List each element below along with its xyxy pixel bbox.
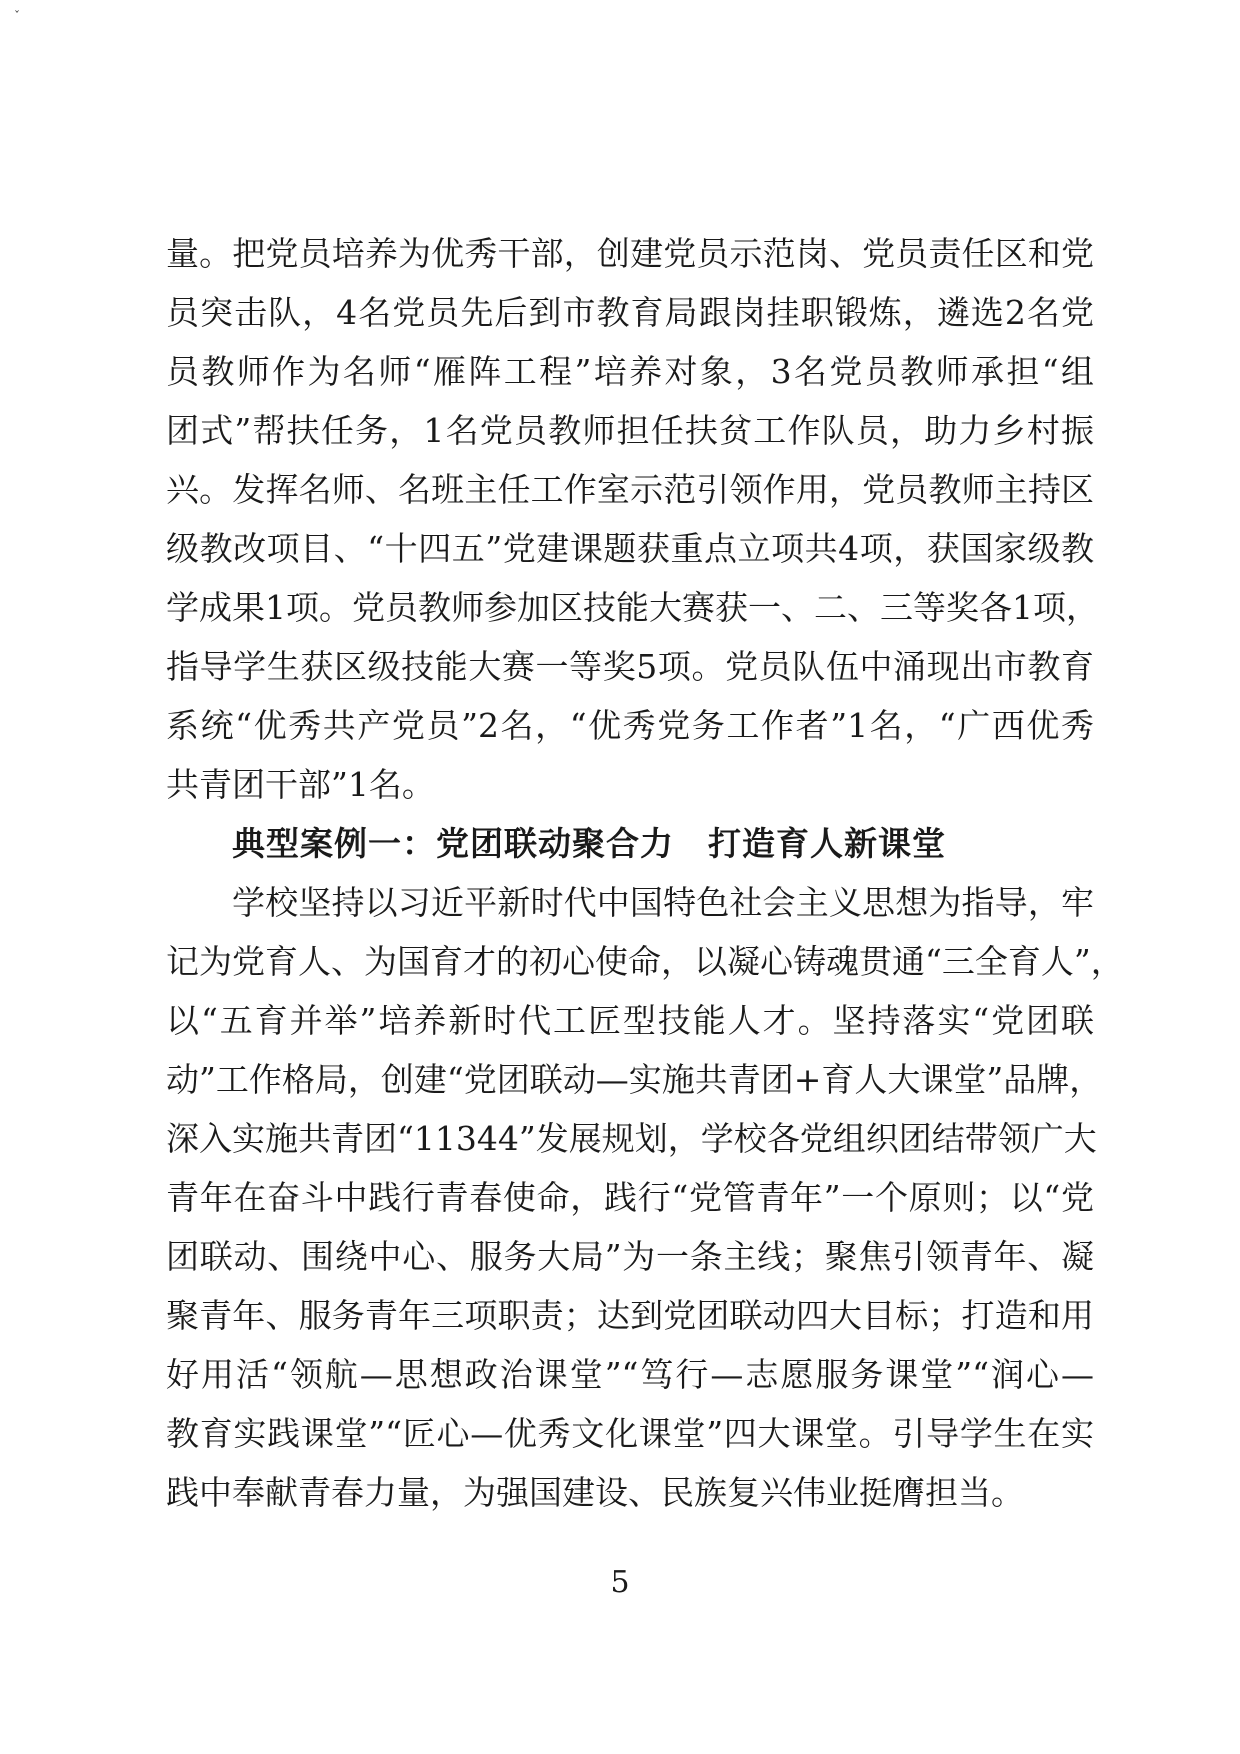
- text-line: 青年在奋斗中践行青春使命，践行“党管青年”一个原则；以“党: [166, 1178, 1094, 1217]
- text-line: 学成果1项。党员教师参加区技能大赛获一、二、三等奖各1项，: [166, 588, 1099, 627]
- document-body: [166, 224, 1124, 1522]
- text-line: 记为党育人、为国育才的初心使命，以凝心铸魂贯通“三全育人”，: [166, 942, 1124, 981]
- text-line: 聚青年、服务青年三项职责；达到党团联动四大目标；打造和用: [166, 1296, 1094, 1335]
- text-line: 共青团干部”1名。: [166, 765, 435, 804]
- text-line: 践中奉献青春力量，为强国建设、民族复兴伟业挺膺担当。: [166, 1473, 1024, 1512]
- text-line: 员教师作为名师“雁阵工程”培养对象，3名党员教师承担“组: [166, 352, 1094, 391]
- text-line: 团式”帮扶任务，1名党员教师担任扶贫工作队员，助力乡村振: [166, 411, 1094, 450]
- case-heading-subtitle: 打造育人新课堂: [708, 824, 946, 863]
- text-line: 深入实施共青团“11344”发展规划，学校各党组织团结带领广大: [166, 1119, 1097, 1158]
- page-number: 5: [610, 1565, 630, 1600]
- case-heading: [166, 814, 1094, 873]
- text-line: 好用活“领航—思想政治课堂”“笃行—志愿服务课堂”“润心—: [166, 1355, 1094, 1394]
- text-line: 团联动、围绕中心、服务大局”为一条主线；聚焦引领青年、凝: [166, 1237, 1094, 1276]
- text-line: 量。把党员培养为优秀干部，创建党员示范岗、党员责任区和党: [166, 234, 1094, 273]
- text-line: 兴。发挥名师、名班主任工作室示范引领作用，党员教师主持区: [166, 470, 1094, 509]
- paragraph-party-members-achievements: [166, 224, 1099, 814]
- text-line: 学校坚持以习近平新时代中国特色社会主义思想为指导，牢: [232, 883, 1094, 922]
- text-line: 员突击队，4名党员先后到市教育局跟岗挂职锻炼，遴选2名党: [166, 293, 1094, 332]
- text-line: 级教改项目、“十四五”党建课题获重点立项共4项，获国家级教: [166, 529, 1094, 568]
- scan-corner-mark: ˇ: [14, 9, 20, 23]
- case-heading-title: 典型案例一：党团联动聚合力: [232, 824, 674, 863]
- text-line: 系统“优秀共产党员”2名，“优秀党务工作者”1名，“广西优秀: [166, 706, 1094, 745]
- text-line: 以“五育并举”培养新时代工匠型技能人才。坚持落实“党团联: [166, 1001, 1094, 1040]
- paragraph-party-youth-linkage: [166, 873, 1124, 1522]
- text-line: 动”工作格局，创建“党团联动—实施共青团+育人大课堂”品牌，: [166, 1060, 1103, 1099]
- text-line: 指导学生获区级技能大赛一等奖5项。党员队伍中涌现出市教育: [166, 647, 1094, 686]
- text-line: 教育实践课堂”“匠心—优秀文化课堂”四大课堂。引导学生在实: [166, 1414, 1094, 1453]
